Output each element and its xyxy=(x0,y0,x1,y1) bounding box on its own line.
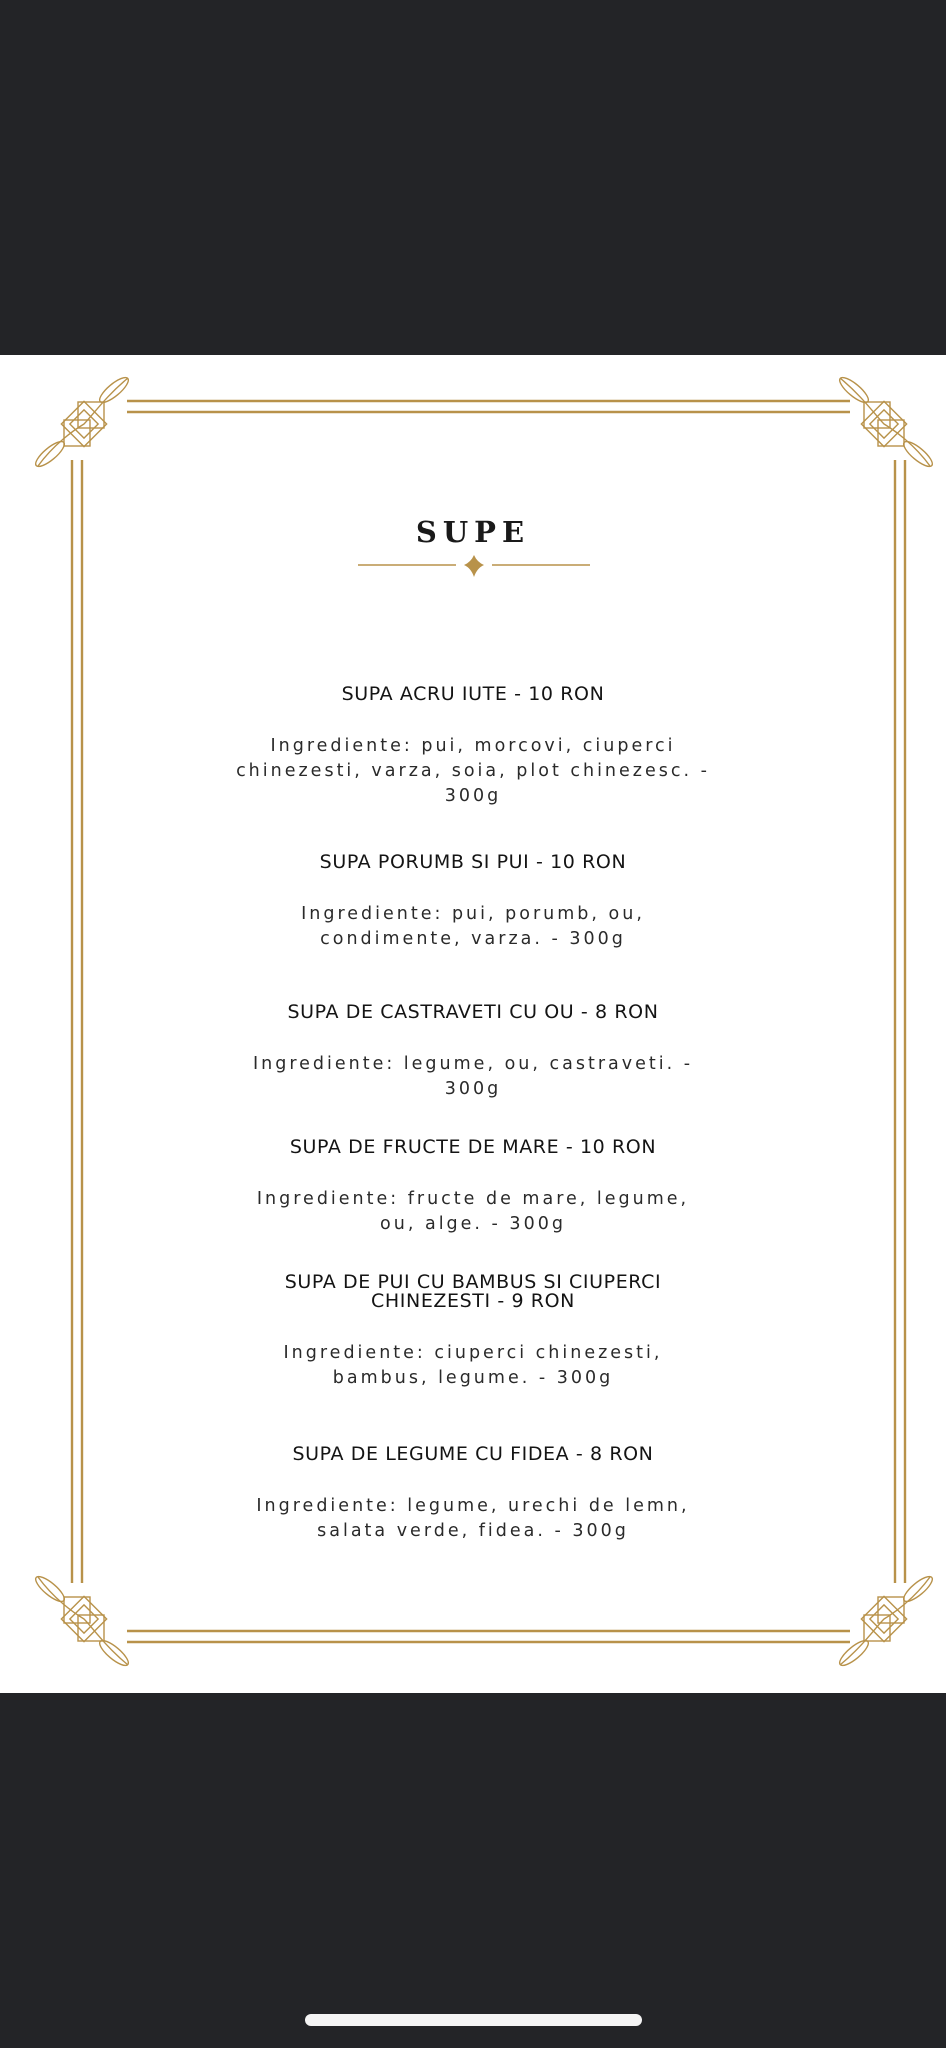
menu-item-description: Ingrediente: legume, ou, castraveti. - 300g xyxy=(252,1054,694,1099)
menu-item-name: SUPA DE CASTRAVETI CU OU - 8 RON xyxy=(287,1001,659,1023)
menu-item-name: SUPA DE PUI CU BAMBUS SI CIUPERCI CHINEZESTI - 9 RON xyxy=(284,1271,662,1312)
menu-item-description: Ingrediente: pui, morcovi, ciuperci chinezesti, varza, soia, plot chinezesc. - 300g xyxy=(236,736,710,806)
menu-item-description: Ingrediente: pui, porumb, ou, condimente, varza. - 300g xyxy=(301,904,645,949)
menu-page xyxy=(0,355,946,1693)
menu-item-name: SUPA DE FRUCTE DE MARE - 10 RON xyxy=(289,1136,657,1158)
menu-item-name: SUPA ACRU IUTE - 10 RON xyxy=(341,683,605,705)
title-divider xyxy=(358,555,590,581)
menu-item-description: Ingrediente: legume, urechi de lemn, salata verde, fidea. - 300g xyxy=(256,1496,690,1541)
ornamental-corner-icon xyxy=(32,1573,131,1669)
menu-item xyxy=(0,685,946,809)
menu-item-description: Ingrediente: fructe de mare, legume, ou, alge. - 300g xyxy=(256,1189,690,1234)
four-point-star-icon xyxy=(464,555,484,577)
menu-item xyxy=(0,1138,946,1237)
section-title: SUPE xyxy=(415,515,531,549)
menu-item-description: Ingrediente: ciuperci chinezesti, bambus, legume. - 300g xyxy=(283,1343,663,1388)
menu-item-name: SUPA PORUMB SI PUI - 10 RON xyxy=(319,851,627,873)
ornamental-corner-icon xyxy=(836,1573,935,1669)
home-indicator-bar[interactable] xyxy=(305,2014,642,2026)
menu-item xyxy=(0,1003,946,1102)
menu-item xyxy=(0,853,946,952)
menu-item xyxy=(0,1273,946,1391)
ornamental-corner-icon xyxy=(836,374,935,470)
ornamental-corner-icon xyxy=(32,374,131,470)
menu-item xyxy=(0,1445,946,1544)
menu-item-name: SUPA DE LEGUME CU FIDEA - 8 RON xyxy=(292,1443,654,1465)
